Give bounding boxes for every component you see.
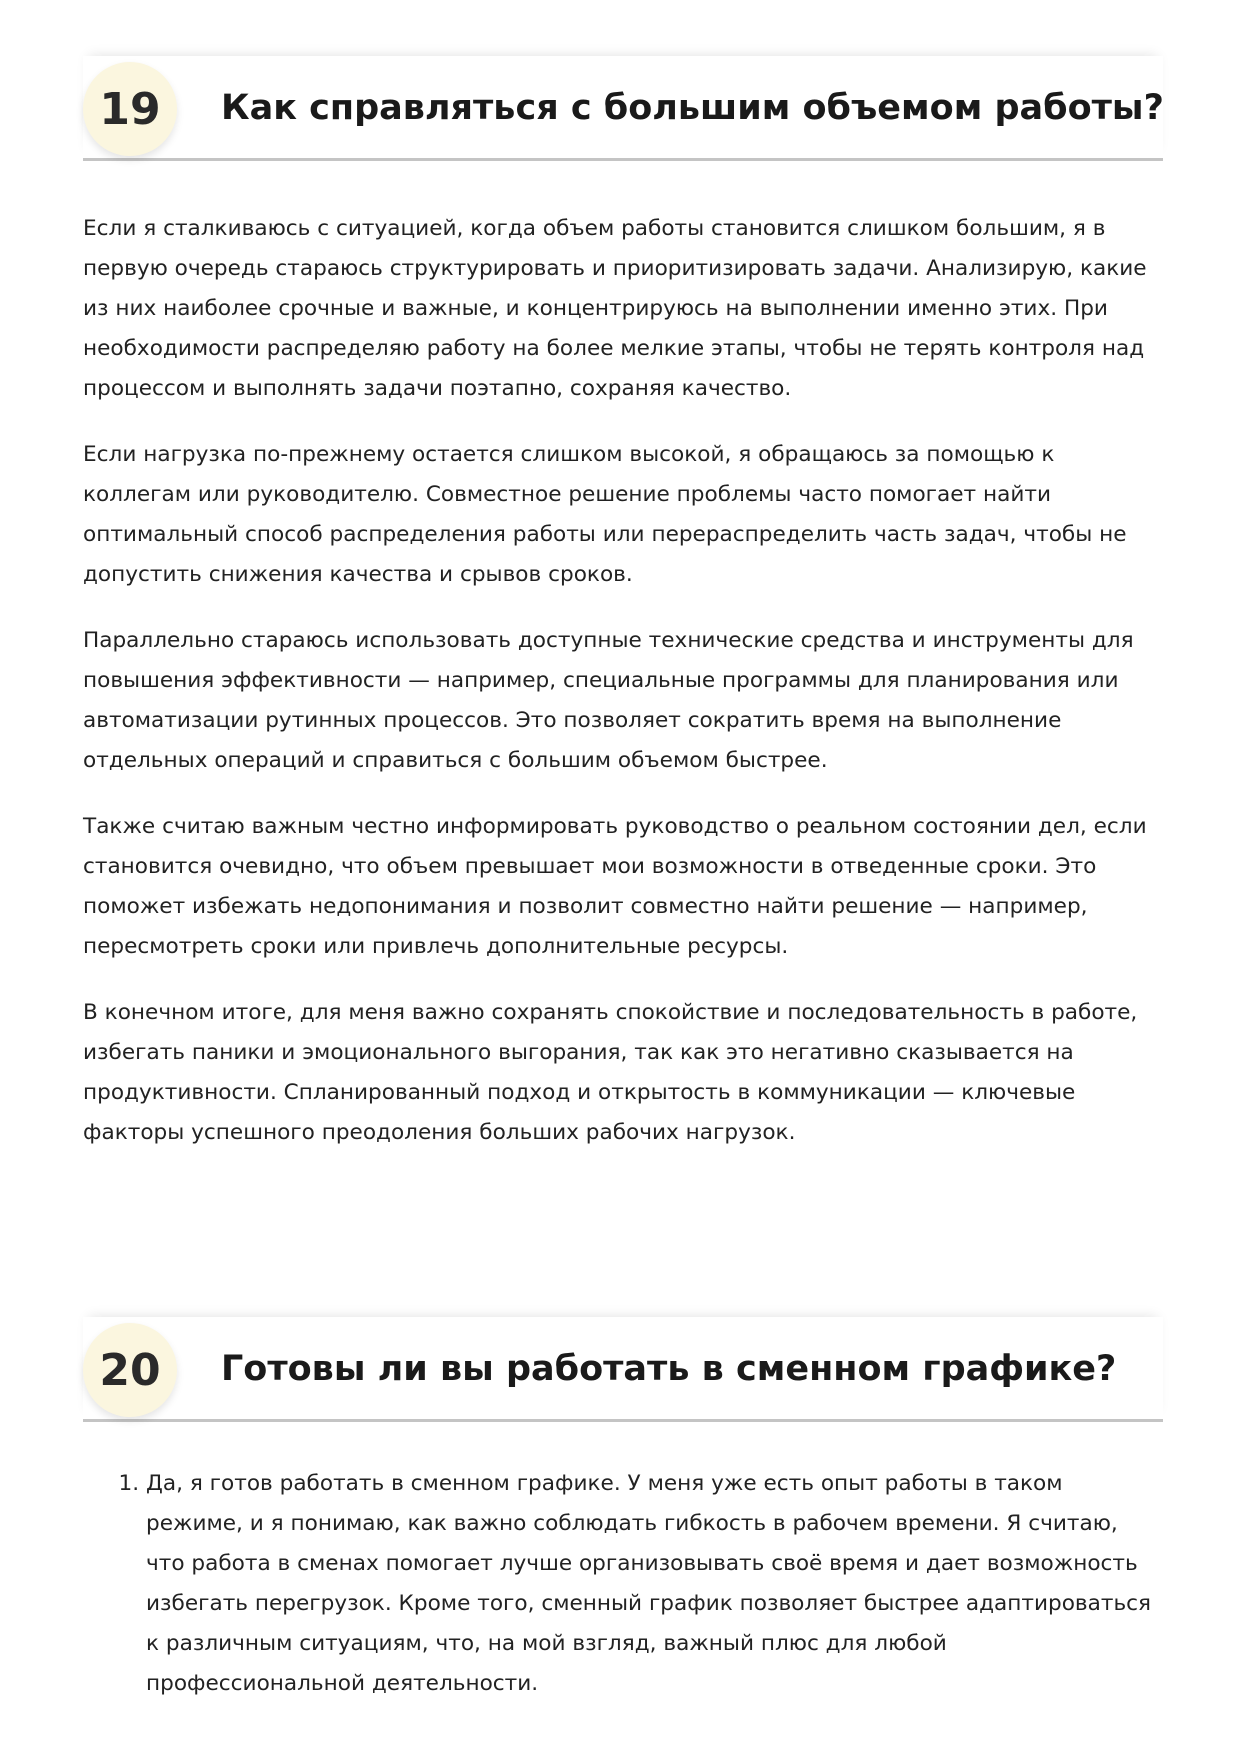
answer-list (83, 1464, 1163, 1704)
question-number-badge: 20 (83, 1323, 177, 1417)
answer-paragraph: Если я сталкиваюсь с ситуацией, когда объем работы становится слишком большим, я в первую очередь стараюсь структурировать и приоритизировать задачи. Анализирую, какие из них наиболее срочные и важные, и концентрируюсь на выполнении именно этих. При необходимости распределяю работу на более мелкие этапы, чтобы не терять контроля над процессом и выполнять задачи поэтапно, сохраняя качество. (83, 216, 1147, 401)
question-section-20 (83, 1317, 1163, 1704)
answer-body (83, 209, 1163, 1153)
answer-paragraph: Если нагрузка по-прежнему остается слишком высокой, я обращаюсь за помощью к коллегам или руководителю. Совместное решение проблемы часто помогает найти оптимальный способ распределения работы или перераспределить часть задач, чтобы не допустить снижения качества и срывов сроков. (83, 442, 1127, 587)
answer-body (83, 1464, 1163, 1704)
question-number-badge: 19 (83, 62, 177, 156)
question-section-19 (83, 56, 1163, 1179)
question-title: Готовы ли вы работать в сменном графике? (221, 1349, 1117, 1389)
question-header (83, 56, 1163, 161)
answer-paragraph: В конечном итоге, для меня важно сохранять спокойствие и последовательность в работе, избегать паники и эмоционального выгорания, так как это негативно сказывается на продуктивности. Спланированный подход и открытость в коммуникации — ключевые факторы успешного преодоления больших рабочих нагрузок. (83, 1000, 1138, 1145)
answer-paragraph: Также считаю важным честно информировать руководство о реальном состоянии дел, если становится очевидно, что объем превышает мои возможности в отведенные сроки. Это поможет избежать недопонимания и позволит совместно найти решение — например, пересмотреть сроки или привлечь дополнительные ресурсы. (83, 814, 1147, 959)
list-item: 1. Да, я готов работать в сменном графике. У меня уже есть опыт работы в таком режиме, и я понимаю, как важно соблюдать гибкость в рабочем времени. Я считаю, что работа в сменах помогает лучше организовывать своё время и дает возможность избегать перегрузок. Кроме того, сменный график позволяет быстрее адаптироваться к различным ситуациям, что, на мой взгляд, важный плюс для любой профессиональной деятельности. (146, 1464, 1163, 1704)
question-header (83, 1317, 1163, 1422)
answer-paragraph: Параллельно стараюсь использовать доступные технические средства и инструменты для повышения эффективности — например, специальные программы для планирования или автоматизации рутинных процессов. Это позволяет сократить время на выполнение отдельных операций и справиться с большим объемом быстрее. (83, 628, 1134, 773)
question-title: Как справляться с большим объемом работы? (221, 88, 1164, 128)
